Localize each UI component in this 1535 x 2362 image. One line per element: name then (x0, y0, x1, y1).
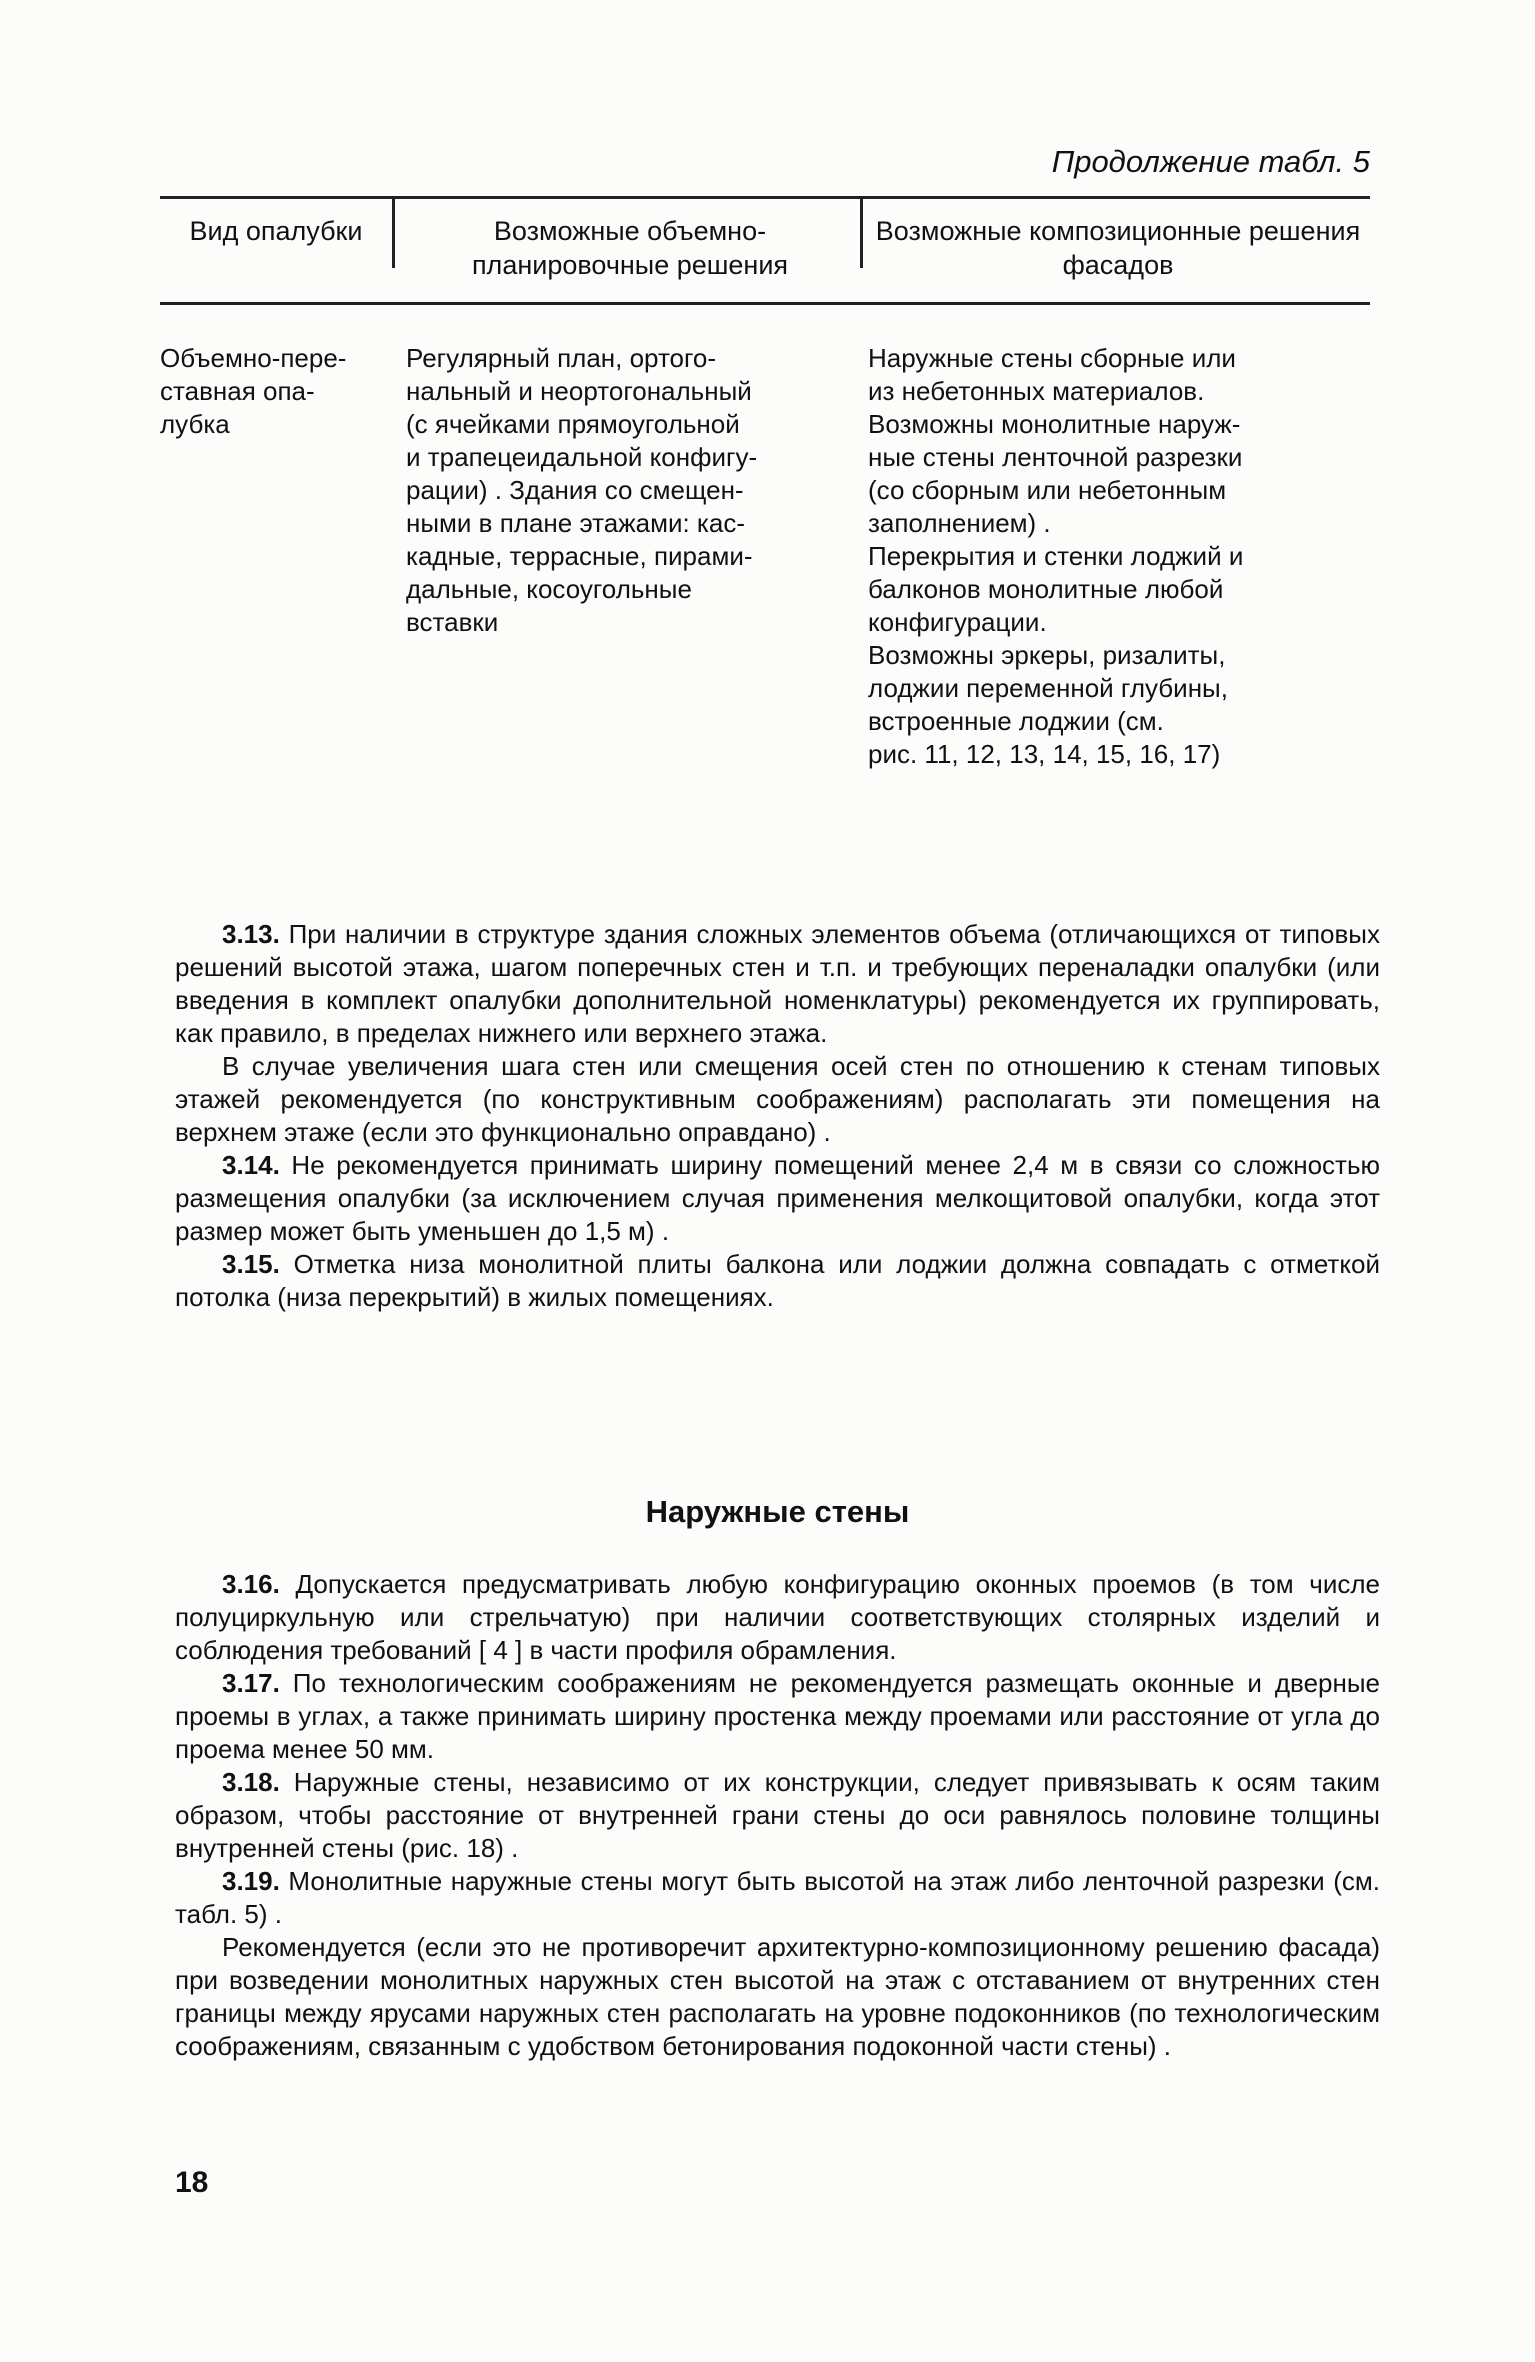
page-number: 18 (175, 2166, 209, 2199)
paragraph-3-19-recommendation: Рекомендуется (если это не противоречит архитектурно-композиционному решению фасада) при возведении монолитных наружных стен высотой на этаж с отставанием от внутренних стен границы между ярусами наружных стен располагать на уровне подоконников (по технологическим соображениям, связанным с удобством бетонирования подоконной части стены) . (175, 1932, 1380, 2061)
paragraph-3-19: 3.19. Монолитные наружные стены могут быть высотой на этаж либо ленточной разрезки (см. табл. 5) . (175, 1866, 1380, 1929)
table-top-rule (160, 196, 1370, 199)
table-col-divider-1 (392, 196, 395, 268)
table-header-planning-solutions: Возможные объемно-планировочные решения (471, 216, 789, 280)
section-formwork-paragraphs (175, 918, 1380, 1314)
table-cell-planning-solutions: Регулярный план, ортого- нальный и неортогональный (с ячейками прямоугольной и трапецеидальной конфигу- рации) . Здания со смещен- ными в плане этажами: кас- кадные, террасные, пирами- дальные, косоугольные вставки (406, 343, 758, 637)
table-cell-formwork-type: Объемно-пере- ставная опа- лубка (160, 343, 347, 439)
table-cell-facade-solutions: Наружные стены сборные или из небетонных материалов. Возможны монолитные наруж- ные стены ленточной разрезки (со сборным или небетонным заполнением) . Перекрытия и стенки лоджий и балконов монолитные любой конфигурации. Возможны эркеры, ризалиты, лоджии переменной глубины, встроенные лоджии (см. рис. 11, 12, 13, 14, 15, 16, 17) (868, 343, 1244, 769)
paragraph-3-17: 3.17. По технологическим соображениям не рекомендуется размещать оконные и дверные проемы в углах, а также принимать ширину простенка между проемами или расстояние от угла до проема менее 50 мм. (175, 1668, 1380, 1764)
section-external-walls-paragraphs (175, 1568, 1380, 2063)
paragraph-3-13-continued: В случае увеличения шага стен или смещения осей стен по отношению к стенам типовых этажей рекомендуется (по конструктивным соображениям) располагать эти помещения на верхнем этаже (если это функционально оправдано) . (175, 1051, 1380, 1147)
paragraph-3-16: 3.16. Допускается предусматривать любую конфигурацию оконных проемов (в том числе полуциркульную или стрельчатую) при наличии соответствующих столярных изделий и соблюдения требований [ 4 ] в части профиля обрамления. (175, 1569, 1380, 1665)
table-caption: Продолжение табл. 5 (1051, 144, 1370, 179)
table-header-facade-solutions: Возможные композиционные решения фасадов (875, 216, 1361, 280)
paragraph-3-14: 3.14. Не рекомендуется принимать ширину помещений менее 2,4 м в связи со сложностью размещения опалубки (за исключением случая применения мелкощитовой опалубки, когда этот размер может быть уменьшен до 1,5 м) . (175, 1150, 1380, 1246)
table-header-rule (160, 302, 1370, 305)
table-col-divider-2 (860, 196, 863, 268)
paragraph-3-15: 3.15. Отметка низа монолитной плиты балкона или лоджии должна совпадать с отметкой потолка (низа перекрытий) в жилых помещениях. (175, 1249, 1380, 1312)
paragraph-3-18: 3.18. Наружные стены, независимо от их конструкции, следует привязывать к осям таким образом, чтобы расстояние от внутренней грани стены до оси равнялось половине толщины внутренней стены (рис. 18) . (175, 1767, 1380, 1863)
table-header-formwork-type: Вид опалубки (189, 216, 363, 246)
section-heading-external-walls: Наружные стены (645, 1494, 910, 1529)
paragraph-3-13: 3.13. При наличии в структуре здания сложных элементов объема (отличающихся от типовых решений высотой этажа, шагом поперечных стен и т.п. и требующих переналадки опалубки (или введения в комплект опалубки дополнительной номенклатуры) рекомендуется их группировать, как правило, в пределах нижнего или верхнего этажа. (175, 919, 1380, 1048)
